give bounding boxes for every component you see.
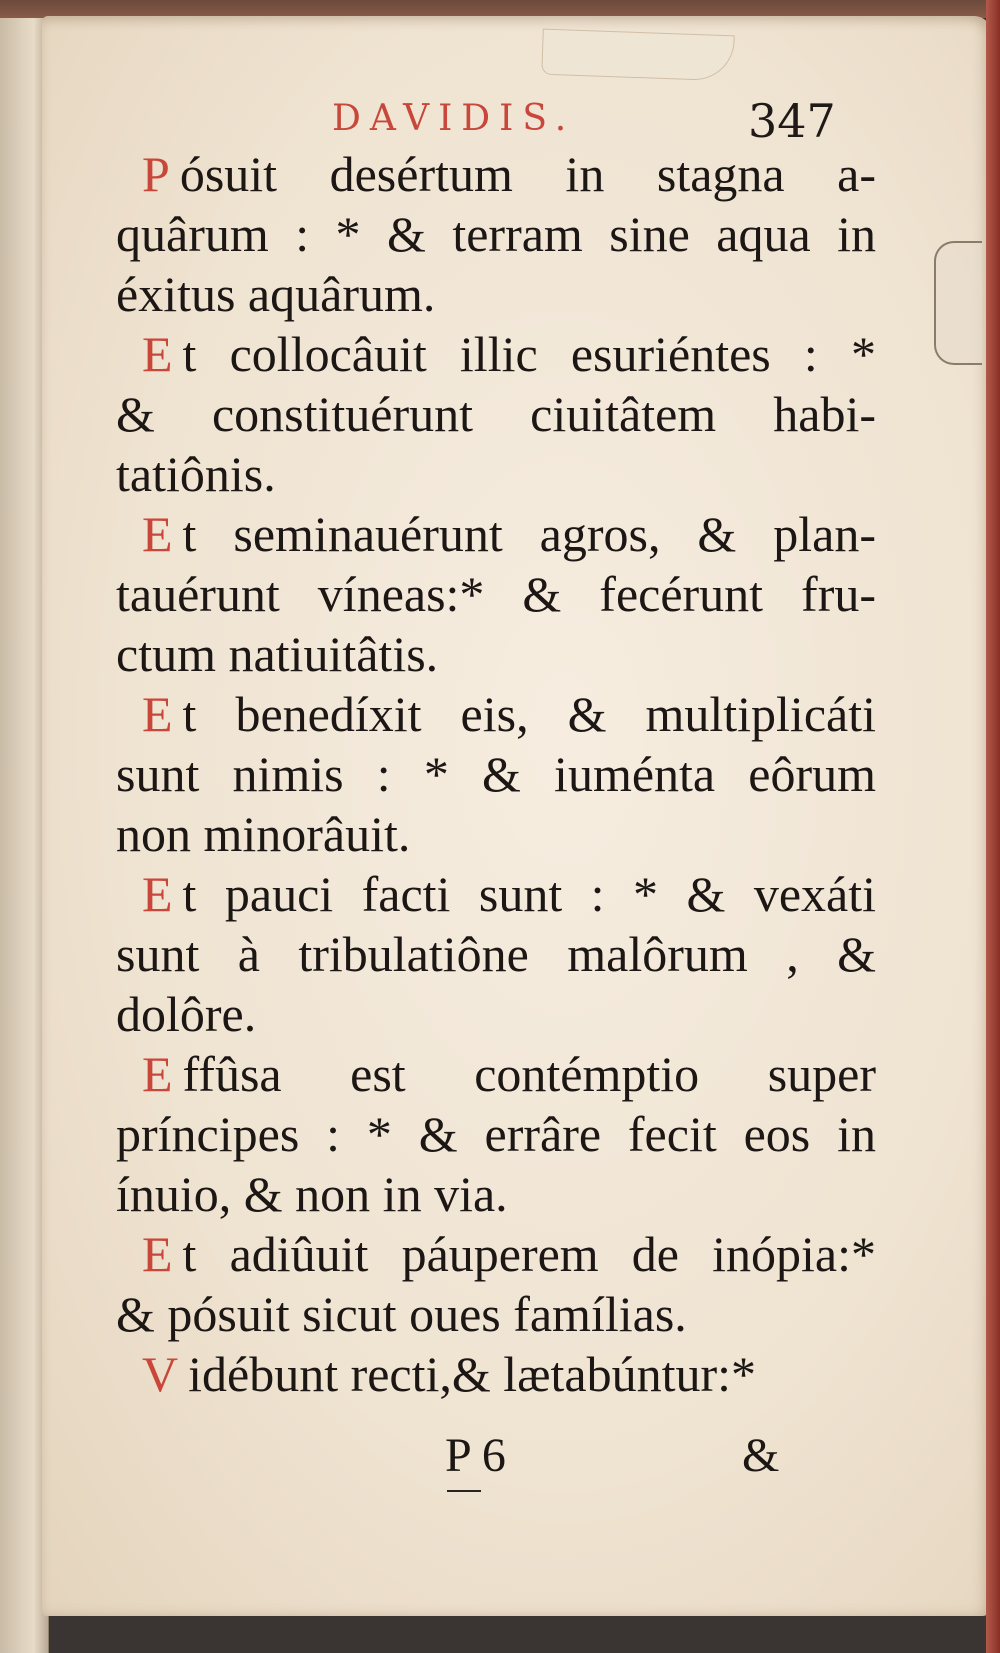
verse-line: sunt nimis : * & iuménta eôrum (116, 746, 876, 802)
rubric-initial: E (142, 1046, 173, 1102)
verse-line: t benedíxit eis, & multiplicáti (182, 686, 876, 742)
verse (116, 1224, 876, 1344)
clasp-loop (934, 241, 982, 365)
rubric-initial: E (142, 686, 173, 742)
verse-line: t collocâuit illic esuriéntes : * (182, 326, 876, 382)
verse-line: ósuit desértum in stagna a- (179, 146, 876, 202)
book-page (42, 16, 992, 1616)
verse (116, 1044, 876, 1224)
verse-line: & constituérunt ciuitâtem habi- (116, 386, 876, 442)
verse-line: ffûsa est contémptio super (182, 1046, 876, 1102)
verse-line: dolôre. (116, 986, 257, 1042)
rubric-initial: E (142, 506, 173, 562)
verse (116, 864, 876, 1044)
rubric-initial: E (142, 326, 173, 382)
verse-line: sunt à tribulatiône malôrum , & (116, 926, 876, 982)
verse (116, 684, 876, 864)
verse-line: & pósuit sicut oues famílias. (116, 1286, 687, 1342)
verse-line: príncipes : * & errâre fecit eos in (116, 1106, 876, 1162)
verse-line: ctum natiuitâtis. (116, 626, 439, 682)
rubric-initial: E (142, 866, 173, 922)
verse (116, 144, 876, 324)
verse-line: t adiûuit páuperem de inópia:* (182, 1226, 876, 1282)
rubric-initial: E (142, 1226, 173, 1282)
rubric-initial: P (142, 146, 170, 202)
catchword: & (742, 1429, 780, 1482)
running-head: DAVIDIS. (332, 98, 576, 139)
signature-mark: P 6 (445, 1429, 506, 1482)
verse-line: t pauci facti sunt : * & vexáti (182, 866, 876, 922)
red-page-edge (986, 0, 1000, 1653)
verse-line: non minorâuit. (116, 806, 411, 862)
rubric-initial: V (142, 1346, 179, 1402)
verse-line: tatiônis. (116, 446, 276, 502)
verse (116, 1344, 876, 1404)
page-number: 347 (748, 94, 836, 148)
verse-line: tauérunt víneas:* & fecérunt fru- (116, 566, 876, 622)
psalm-text (116, 144, 876, 1404)
verse-line: quârum : * & terram sine aqua in (116, 206, 876, 262)
verse-line: t seminauérunt agros, & plan- (182, 506, 876, 562)
torn-paper-tab (541, 29, 734, 82)
verse-line: ínuio, & non in via. (116, 1166, 508, 1222)
verse-line: éxitus aquârum. (116, 266, 436, 322)
page-footer (42, 1428, 992, 1498)
verse (116, 504, 876, 684)
verse (116, 324, 876, 504)
verse-line: idébunt recti,& lætabúntur:* (188, 1346, 757, 1402)
